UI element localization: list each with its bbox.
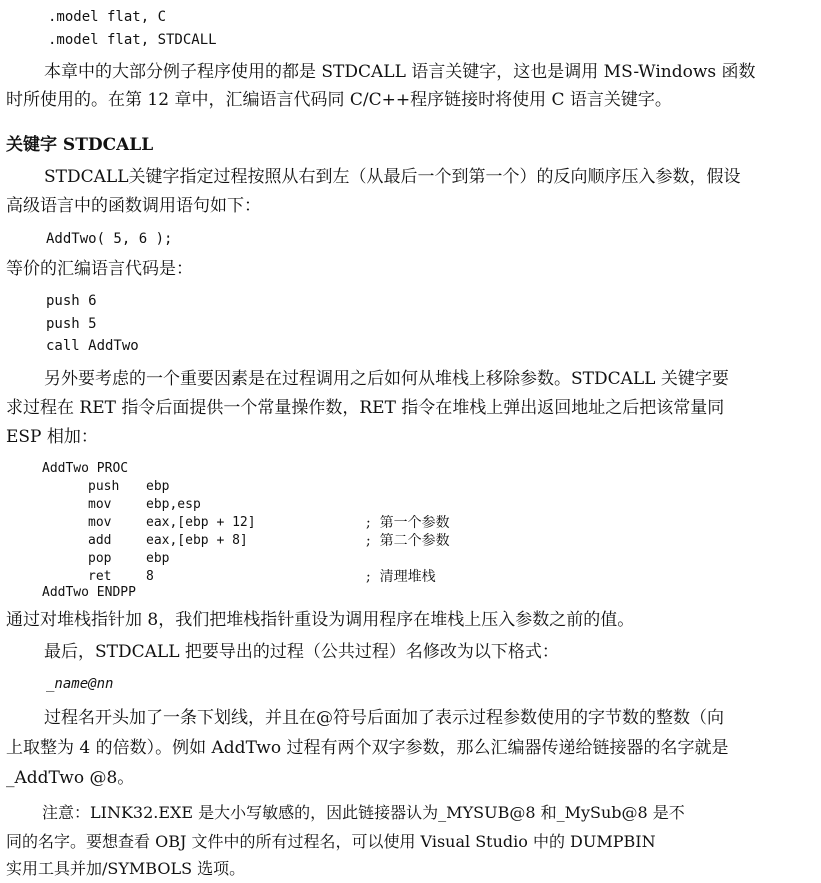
paragraph-line: 等价的汇编语言代码是： (6, 259, 193, 279)
paragraph-line: _AddTwo @8。 (6, 768, 135, 788)
code-op: mov (88, 497, 112, 512)
paragraph-line: 上取整为 4 的倍数）。例如 AddTwo 过程有两个双字参数，那么汇编器传递给链接器的名字就是 (6, 738, 729, 758)
paragraph-line: 通过对堆栈指针加 8，我们把堆栈指针重设为调用程序在堆栈上压入参数之前的值。 (6, 610, 635, 630)
name-format: _name@nn (46, 676, 114, 692)
code-line: AddTwo( 5, 6 ); (46, 231, 173, 247)
code-comment: ; 第二个参数 (366, 533, 450, 549)
section-heading: 关键字 STDCALL (6, 135, 154, 155)
paragraph-line: ESP 相加： (6, 427, 98, 447)
note-line: 注意：LINK32.EXE 是大小写敏感的，因此链接器认为_MYSUB@8 和_MySub@8 是不 (42, 803, 685, 822)
paragraph-line: 高级语言中的函数调用语句如下： (6, 196, 261, 216)
code-op: mov (88, 515, 112, 530)
code-line: .model flat, C (48, 9, 167, 25)
paragraph-line: STDCALL关键字指定过程按照从右到左（从最后一个到第一个）的反向顺序压入参数，假设 (44, 167, 741, 187)
code-arg: 8 (146, 569, 154, 584)
code-arg: eax,[ebp + 12] (146, 515, 256, 530)
code-line: .model flat, STDCALL (48, 32, 217, 48)
paragraph-line: 另外要考虑的一个重要因素是在过程调用之后如何从堆栈上移除参数。STDCALL 关键字要 (44, 369, 729, 389)
code-comment: ; 第一个参数 (366, 515, 450, 531)
code-line: call AddTwo (46, 338, 139, 354)
paragraph-line: 求过程在 RET 指令后面提供一个常量操作数，RET 指令在堆栈上弹出返回地址之后把该常量同 (6, 398, 725, 418)
code-line: push 5 (46, 316, 97, 332)
code-op: push (88, 479, 120, 494)
note-line: 同的名字。要想查看 OBJ 文件中的所有过程名，可以使用 Visual Studio 中的 DUMPBIN (6, 832, 656, 851)
code-comment: ; 清理堆栈 (366, 569, 436, 585)
code-arg: eax,[ebp + 8] (146, 533, 248, 548)
code-line: AddTwo PROC (42, 461, 129, 476)
code-arg: ebp,esp (146, 497, 201, 512)
code-op: add (88, 533, 112, 548)
paragraph-line: 时所使用的。在第 12 章中，汇编语言代码同 C/C++程序链接时将使用 C 语言关键字。 (6, 90, 672, 110)
code-arg: ebp (146, 551, 170, 566)
code-arg: ebp (146, 479, 170, 494)
paragraph-line: 过程名开头加了一条下划线，并且在@符号后面加了表示过程参数使用的字节数的整数（向 (44, 708, 724, 728)
paragraph-line: 最后，STDCALL 把要导出的过程（公共过程）名修改为以下格式： (44, 642, 559, 662)
code-op: pop (88, 551, 112, 566)
code-line: push 6 (46, 293, 97, 309)
note-line: 实用工具并加/SYMBOLS 选项。 (6, 859, 246, 878)
paragraph-line: 本章中的大部分例子程序使用的都是 STDCALL 语言关键字，这也是调用 MS-Windows 函数 (44, 62, 756, 82)
code-op: ret (88, 569, 112, 584)
code-line: AddTwo ENDPP (42, 585, 136, 600)
